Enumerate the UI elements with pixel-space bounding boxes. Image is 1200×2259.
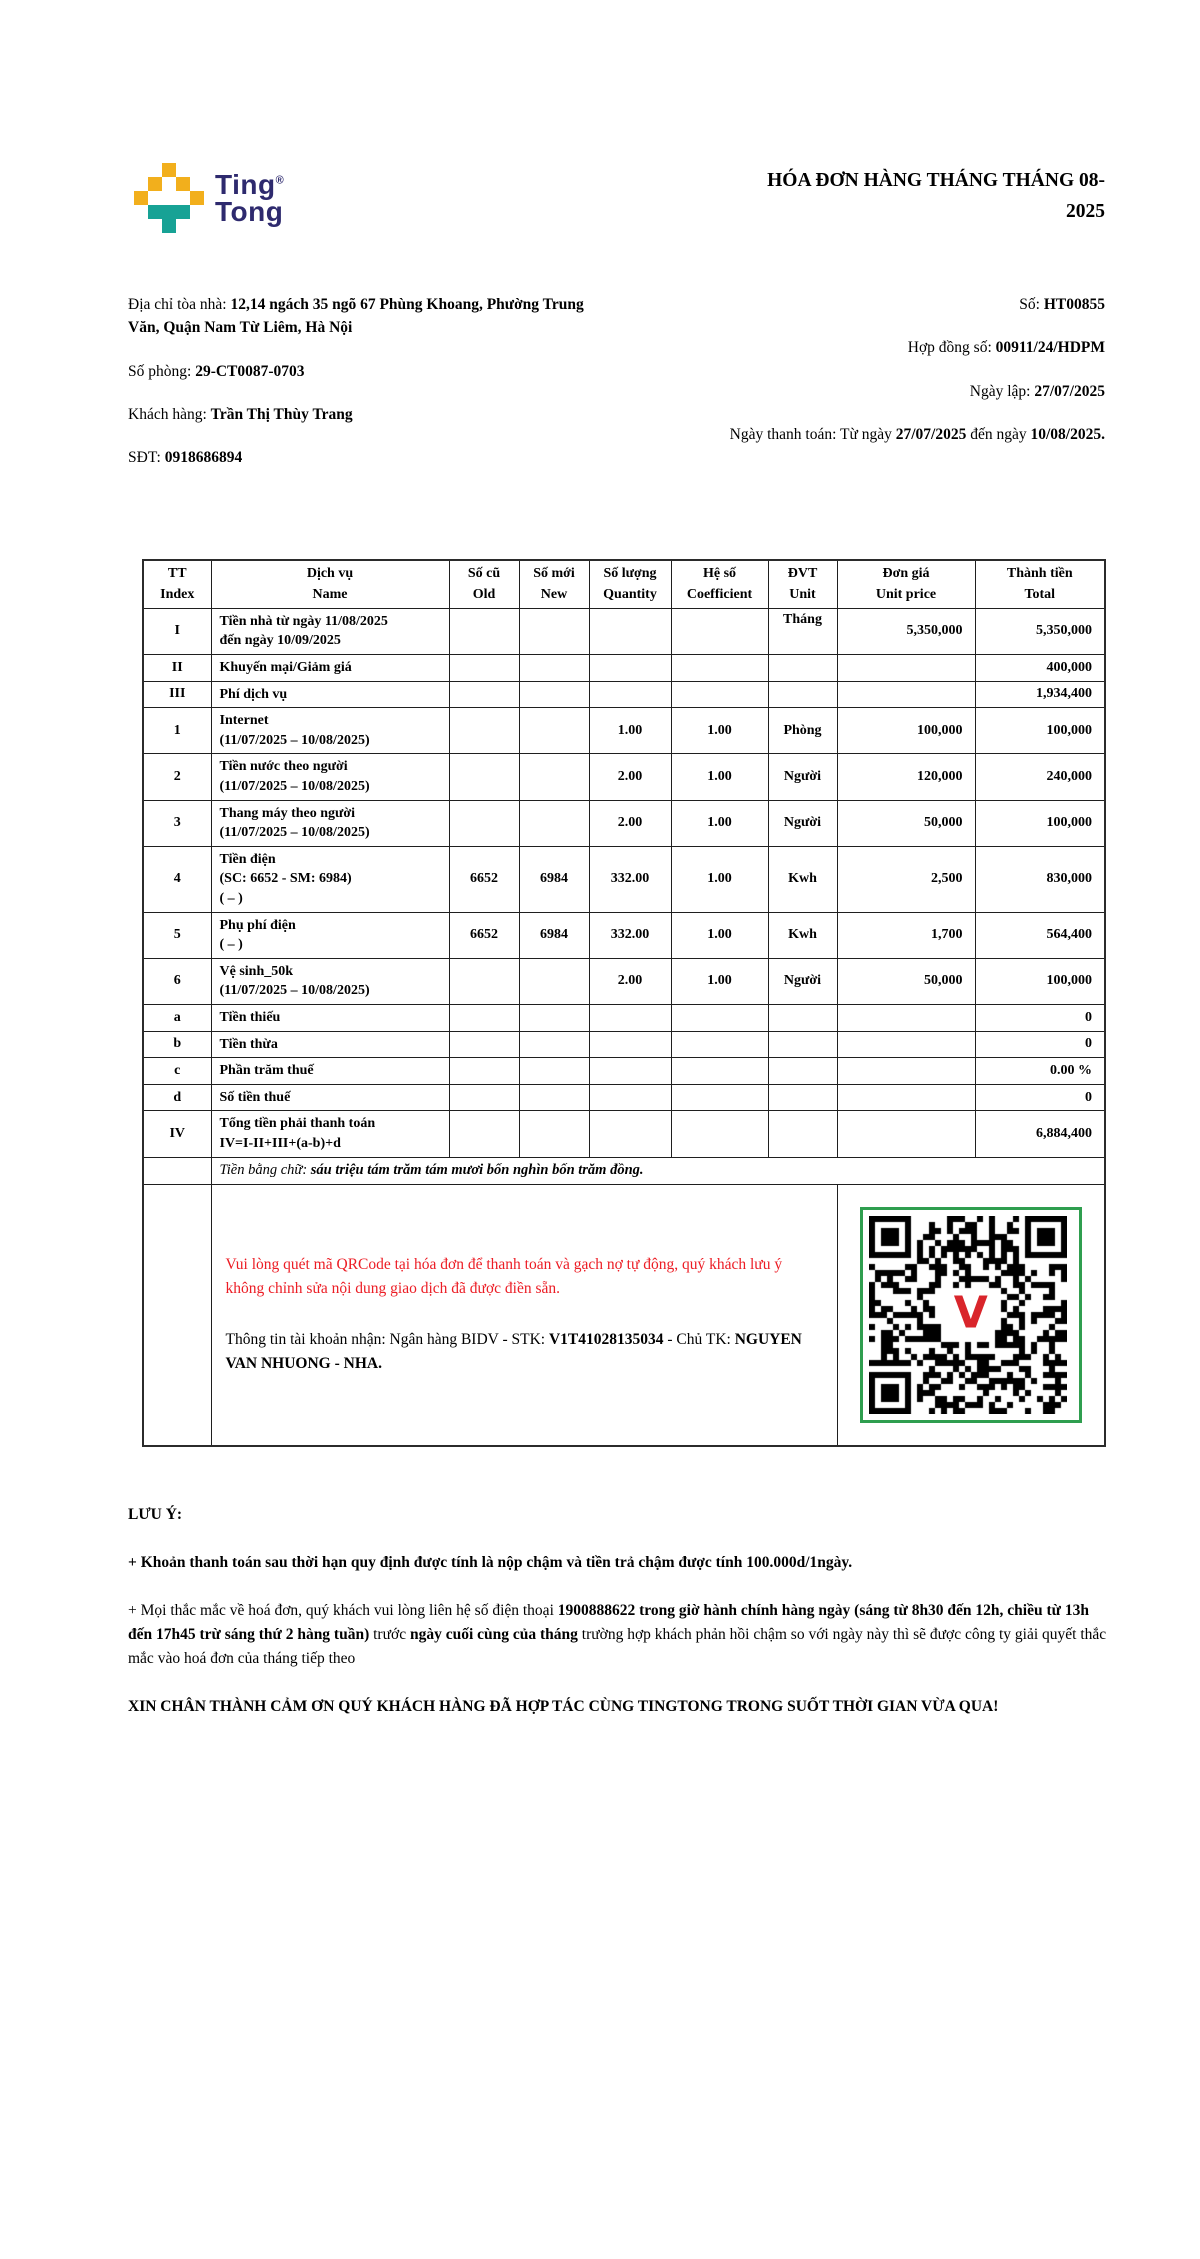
col-header-text: Old <box>472 586 496 602</box>
cell-new <box>519 708 589 754</box>
cell-old <box>449 681 519 708</box>
service-name-line: Khuyến mại/Giảm giá <box>219 660 352 676</box>
cell-index: 3 <box>143 800 211 846</box>
col-header-text: Thành tiền <box>1006 566 1073 582</box>
cell-new: 6984 <box>519 846 589 912</box>
qr-center-logo: V <box>953 1286 988 1338</box>
info-line <box>655 336 1105 359</box>
col-header-new <box>519 560 589 608</box>
logo-pixel-empty <box>162 177 176 191</box>
logo-pixel-empty <box>134 163 148 177</box>
text-segment: V1T41028135034 <box>548 1330 664 1348</box>
invoice-meta <box>655 293 1105 489</box>
cell-index: 2 <box>143 754 211 800</box>
service-name-line: đến ngày 10/09/2025 <box>219 633 341 649</box>
cell-old <box>449 708 519 754</box>
logo-pixel-empty <box>190 219 204 233</box>
cell-unit-price <box>837 1031 975 1058</box>
qr-code-frame <box>860 1207 1082 1423</box>
col-header-quantity <box>589 560 671 608</box>
table-row <box>143 1004 1105 1031</box>
cell-service-name <box>211 708 449 754</box>
col-header-total <box>975 560 1105 608</box>
cell-index: 4 <box>143 846 211 912</box>
cell-unit <box>768 1004 837 1031</box>
cell-unit <box>768 1111 837 1157</box>
cell-total: 0.00 % <box>975 1058 1105 1085</box>
text-segment: Hợp đồng số: <box>907 339 996 357</box>
qr-warning-text: Vui lòng quét mã QRCode tại hóa đơn để thanh toán và gạch nợ tự động, quý khách lưu ý không chỉnh sửa nội dung giao dịch đã được điền sẵn. <box>225 1256 783 1298</box>
cell-quantity: 2.00 <box>589 800 671 846</box>
service-name-line: Internet <box>219 713 269 729</box>
cell-unit-price <box>837 1111 975 1157</box>
text-segment: Ngày thanh toán: Từ ngày <box>729 425 896 443</box>
cell-service-name <box>211 1084 449 1111</box>
cell-unit-price <box>837 655 975 682</box>
text-segment: 27/07/2025 <box>1034 382 1105 400</box>
col-header-unit-price <box>837 560 975 608</box>
cell-old <box>449 608 519 654</box>
cell-coefficient: 1.00 <box>671 800 768 846</box>
service-name-line: Phí dịch vụ <box>219 686 288 702</box>
logo-pixel-empty <box>148 163 162 177</box>
text-segment: 10/08/2025. <box>1030 425 1105 443</box>
text-segment: 0918686894 <box>164 449 243 466</box>
service-name-line: (SC: 6652 - SM: 6984) <box>219 871 352 887</box>
logo-pixel-empty <box>162 191 176 205</box>
amount-in-words-text: sáu triệu tám trăm tám mươi bốn nghìn bốn trăm đồng. <box>310 1161 644 1178</box>
text-segment: ngày cuối cùng của tháng <box>409 1625 578 1643</box>
note-contact <box>128 1599 1110 1671</box>
service-name-line: (11/07/2025 – 10/08/2025) <box>219 732 370 748</box>
cell-new <box>519 655 589 682</box>
cell-index: 5 <box>143 912 211 958</box>
cell-old: 6652 <box>449 846 519 912</box>
col-header-text: Số lượng <box>603 566 657 582</box>
registered-mark: ® <box>275 174 285 187</box>
text-segment: trường hợp khách phản hồi chậm so với ngày này thì sẽ được công ty giải quyết thắc mắc vào hoá đơn của tháng tiếp theo <box>128 1625 1107 1667</box>
cell-coefficient: 1.00 <box>671 754 768 800</box>
qr-payment-row <box>143 1184 1105 1446</box>
cell-index <box>143 1184 211 1446</box>
cell-unit-price: 5,350,000 <box>837 608 975 654</box>
cell-old <box>449 655 519 682</box>
table-row <box>143 754 1105 800</box>
cell-total: 240,000 <box>975 754 1105 800</box>
info-line <box>128 446 600 469</box>
text-segment: - Chủ TK: <box>663 1330 735 1348</box>
col-header-unit <box>768 560 837 608</box>
cell-quantity: 332.00 <box>589 912 671 958</box>
cell-unit <box>768 1084 837 1111</box>
cell-unit-price <box>837 1084 975 1111</box>
logo-pixel-empty <box>134 219 148 233</box>
building-info <box>128 293 600 489</box>
service-name-line: Thang máy theo người <box>219 805 356 821</box>
invoice-info <box>128 293 1105 489</box>
payment-instructions <box>211 1184 837 1446</box>
col-header-coefficient <box>671 560 768 608</box>
text-segment: Ngày lập: <box>969 382 1035 400</box>
cell-quantity <box>589 1058 671 1085</box>
text-segment: 00911/24/HDPM <box>995 339 1105 357</box>
table-row <box>143 655 1105 682</box>
cell-unit <box>768 1058 837 1085</box>
cell-unit: Người <box>768 958 837 1004</box>
cell-index: d <box>143 1084 211 1111</box>
cell-unit: Kwh <box>768 846 837 912</box>
col-header-text: New <box>540 586 568 602</box>
cell-old <box>449 1084 519 1111</box>
cell-new <box>519 1084 589 1111</box>
service-name-line: Tiền thừa <box>219 1036 278 1052</box>
cell-unit-price <box>837 1004 975 1031</box>
cell-index <box>143 1157 211 1184</box>
cell-old <box>449 958 519 1004</box>
cell-new <box>519 1031 589 1058</box>
cell-index: 1 <box>143 708 211 754</box>
logo-pixel-empty <box>176 163 190 177</box>
logo-pixel-teal <box>162 219 176 233</box>
cell-index: c <box>143 1058 211 1085</box>
invoice-header <box>128 163 1105 233</box>
cell-new <box>519 1111 589 1157</box>
logo-pixel-empty <box>148 191 162 205</box>
bank-account-info <box>226 1328 823 1376</box>
cell-unit: Phòng <box>768 708 837 754</box>
logo-pixel-empty <box>190 177 204 191</box>
cell-new <box>519 800 589 846</box>
cell-service-name <box>211 1058 449 1085</box>
text-segment: đến ngày <box>966 425 1031 443</box>
service-name-line: Phụ phí điện <box>219 917 296 933</box>
cell-total: 5,350,000 <box>975 608 1105 654</box>
cell-coefficient <box>671 655 768 682</box>
logo-pixel-empty <box>190 205 204 219</box>
cell-service-name <box>211 681 449 708</box>
cell-index: 6 <box>143 958 211 1004</box>
cell-service-name <box>211 655 449 682</box>
table-row <box>143 1031 1105 1058</box>
col-header-text: Unit price <box>875 586 937 602</box>
col-header-text: Coefficient <box>686 586 753 602</box>
service-name-line: Tổng tiền phải thanh toán <box>219 1116 376 1132</box>
cell-new <box>519 1058 589 1085</box>
table-row <box>143 708 1105 754</box>
thanks-message: XIN CHÂN THÀNH CẢM ƠN QUÝ KHÁCH HÀNG ĐÃ HỢP TÁC CÙNG TINGTONG TRONG SUỐT THỜI GIAN VỪA QUA! <box>128 1697 999 1715</box>
text-segment: Khách hàng: <box>128 405 211 423</box>
footer-notes <box>128 1503 1110 1719</box>
info-line <box>655 293 1105 316</box>
cell-total: 100,000 <box>975 800 1105 846</box>
table-body <box>143 608 1105 1445</box>
invoice-title-line1: HÓA ĐƠN HÀNG THÁNG THÁNG 08- <box>767 170 1105 191</box>
text-segment: + Mọi thắc mắc về hoá đơn, quý khách vui lòng liên hệ số điện thoại <box>128 1601 558 1619</box>
tingtong-logo-text <box>215 168 285 227</box>
col-header-text: Name <box>312 586 348 602</box>
logo-pixel-empty <box>134 177 148 191</box>
service-name-line: (11/07/2025 – 10/08/2025) <box>219 779 370 794</box>
cell-quantity: 1.00 <box>589 708 671 754</box>
cell-total: 0 <box>975 1031 1105 1058</box>
col-header-text: Đơn giá <box>882 566 930 582</box>
cell-new <box>519 958 589 1004</box>
info-line <box>655 423 1105 446</box>
text-segment: Thông tin tài khoản nhận: Ngân hàng BIDV - STK: <box>225 1330 549 1348</box>
service-name-line: Tiền điện <box>219 851 276 867</box>
cell-quantity <box>589 681 671 708</box>
logo-pixel-yellow <box>176 177 190 191</box>
text-segment: 27/07/2025 <box>895 425 967 443</box>
cell-coefficient <box>671 681 768 708</box>
service-name-line: IV=I-II+III+(a-b)+d <box>219 1135 341 1151</box>
cell-old <box>449 1031 519 1058</box>
info-line <box>128 403 600 426</box>
logo-pixel-empty <box>190 163 204 177</box>
service-name-line: Tiền thiếu <box>219 1009 281 1025</box>
service-name-line: Phần trăm thuế <box>219 1063 314 1079</box>
cell-unit <box>768 1031 837 1058</box>
cell-total: 100,000 <box>975 958 1105 1004</box>
amount-in-words-text: Tiền bằng chữ: <box>219 1161 311 1178</box>
table-row <box>143 1084 1105 1111</box>
logo-pixel-teal <box>162 205 176 219</box>
col-header-text: Số mới <box>533 566 575 582</box>
cell-unit: Kwh <box>768 912 837 958</box>
cell-unit-price: 50,000 <box>837 958 975 1004</box>
cell-index: III <box>143 681 211 708</box>
text-segment: + Khoản thanh toán sau thời hạn quy định được tính là nộp chậm và tiền trả chậm được tính 100.000d/1ngày. <box>128 1553 853 1571</box>
cell-service-name <box>211 912 449 958</box>
cell-service-name <box>211 800 449 846</box>
table-row <box>143 681 1105 708</box>
brand-line1: Ting <box>215 168 276 200</box>
tingtong-logo <box>134 163 284 233</box>
cell-service-name <box>211 1111 449 1157</box>
cell-service-name <box>211 608 449 654</box>
col-header-index <box>143 560 211 608</box>
cell-total: 400,000 <box>975 655 1105 682</box>
tingtong-logo-icon <box>134 163 204 233</box>
cell-index: b <box>143 1031 211 1058</box>
cell-coefficient: 1.00 <box>671 708 768 754</box>
text-segment: 12,14 ngách 35 ngõ 67 Phùng Khoang, Phường Trung Văn, Quận Nam Từ Liêm, Hà Nội <box>128 296 584 337</box>
cell-coefficient <box>671 1084 768 1111</box>
cell-coefficient <box>671 1031 768 1058</box>
cell-total: 0 <box>975 1004 1105 1031</box>
logo-pixel-empty <box>176 191 190 205</box>
service-name-line: ( – ) <box>219 890 243 906</box>
logo-pixel-empty <box>134 205 148 219</box>
cell-service-name <box>211 754 449 800</box>
cell-new <box>519 754 589 800</box>
cell-index: I <box>143 608 211 654</box>
logo-pixel-teal <box>176 205 190 219</box>
col-header-text: Quantity <box>603 586 657 602</box>
note-late-payment <box>128 1551 1110 1575</box>
table-header <box>143 560 1105 608</box>
cell-index: IV <box>143 1111 211 1157</box>
cell-old <box>449 1004 519 1031</box>
cell-quantity: 2.00 <box>589 958 671 1004</box>
cell-quantity: 2.00 <box>589 754 671 800</box>
cell-index: II <box>143 655 211 682</box>
invoice-title <box>767 165 1105 227</box>
amount-in-words <box>211 1157 1105 1184</box>
logo-pixel-yellow <box>162 163 176 177</box>
logo-pixel-yellow <box>190 191 204 205</box>
service-name-line: Số tiền thuế <box>219 1089 291 1105</box>
cell-total: 0 <box>975 1084 1105 1111</box>
cell-unit-price: 100,000 <box>837 708 975 754</box>
col-header-text: Total <box>1024 586 1056 602</box>
logo-pixel-empty <box>148 219 162 233</box>
cell-new <box>519 608 589 654</box>
invoice-table <box>142 559 1106 1446</box>
service-name-line: Tiền nhà từ ngày 11/08/2025 <box>219 613 388 629</box>
brand-line2: Tong <box>215 196 284 227</box>
cell-unit-price: 120,000 <box>837 754 975 800</box>
logo-pixel-yellow <box>134 191 148 205</box>
col-header-text: TT <box>167 566 187 582</box>
invoice-title-line2: 2025 <box>1066 201 1105 223</box>
cell-old <box>449 800 519 846</box>
cell-total: 1,934,400 <box>975 681 1105 708</box>
cell-unit-price: 1,700 <box>837 912 975 958</box>
logo-pixel-teal <box>148 205 162 219</box>
notes-heading: LƯU Ý: <box>128 1505 183 1523</box>
service-name-line: (11/07/2025 – 10/08/2025) <box>219 983 370 999</box>
table-row <box>143 846 1105 912</box>
table-row <box>143 958 1105 1004</box>
cell-coefficient: 1.00 <box>671 912 768 958</box>
table-header-row <box>143 560 1105 608</box>
cell-index: a <box>143 1004 211 1031</box>
cell-old <box>449 1111 519 1157</box>
text-segment: 29-CT0087-0703 <box>195 362 305 380</box>
text-segment: HT00855 <box>1043 296 1105 313</box>
info-line <box>128 360 600 383</box>
text-segment: Trần Thị Thùy Trang <box>210 405 353 423</box>
text-segment: NGUYEN VAN NHUONG - NHA. <box>225 1330 802 1372</box>
cell-unit <box>768 681 837 708</box>
cell-unit: Tháng <box>768 608 837 654</box>
service-name-line: (11/07/2025 – 10/08/2025) <box>219 825 370 841</box>
qr-code-cell <box>837 1184 1105 1446</box>
cell-coefficient <box>671 1004 768 1031</box>
col-header-name <box>211 560 449 608</box>
text-segment: trước <box>369 1625 410 1643</box>
cell-service-name <box>211 846 449 912</box>
col-header-text: Dịch vụ <box>306 566 354 582</box>
cell-quantity <box>589 608 671 654</box>
cell-service-name <box>211 1031 449 1058</box>
cell-coefficient: 1.00 <box>671 846 768 912</box>
col-header-text: Số cũ <box>467 566 501 582</box>
table-row <box>143 912 1105 958</box>
logo-pixel-empty <box>176 219 190 233</box>
cell-unit-price: 2,500 <box>837 846 975 912</box>
cell-old <box>449 1058 519 1085</box>
cell-total: 6,884,400 <box>975 1111 1105 1157</box>
text-segment: SĐT: <box>128 449 165 466</box>
cell-old: 6652 <box>449 912 519 958</box>
text-segment: Địa chỉ tòa nhà: <box>128 296 231 313</box>
table-row <box>143 800 1105 846</box>
cell-coefficient <box>671 1058 768 1085</box>
logo-pixel-yellow <box>148 177 162 191</box>
cell-total: 100,000 <box>975 708 1105 754</box>
cell-unit-price <box>837 1058 975 1085</box>
table-row <box>143 1058 1105 1085</box>
service-name-line: ( – ) <box>219 937 243 953</box>
info-line <box>655 380 1105 403</box>
text-segment: Số phòng: <box>128 362 196 380</box>
cell-unit-price: 50,000 <box>837 800 975 846</box>
cell-total: 830,000 <box>975 846 1105 912</box>
service-name-line: Tiền nước theo người <box>219 759 348 775</box>
cell-quantity <box>589 1004 671 1031</box>
amount-in-words-row <box>143 1157 1105 1184</box>
cell-quantity <box>589 1031 671 1058</box>
col-header-text: Hệ số <box>702 566 737 582</box>
col-header-old <box>449 560 519 608</box>
cell-service-name <box>211 1004 449 1031</box>
service-name-line: Vệ sinh_50k <box>219 963 294 979</box>
cell-quantity: 332.00 <box>589 846 671 912</box>
cell-quantity <box>589 1111 671 1157</box>
table-row <box>143 1111 1105 1157</box>
cell-unit: Người <box>768 754 837 800</box>
table-row <box>143 608 1105 654</box>
col-header-text: ĐVT <box>787 566 818 582</box>
cell-unit: Người <box>768 800 837 846</box>
text-segment: 1900888622 trong giờ hành chính hàng ngày (sáng từ 8h30 đến 12h, chiều từ 13h đến 17h45 trừ sáng thứ 2 hàng tuần) <box>128 1601 1089 1643</box>
cell-coefficient <box>671 1111 768 1157</box>
cell-new <box>519 681 589 708</box>
cell-service-name <box>211 958 449 1004</box>
cell-new <box>519 1004 589 1031</box>
cell-unit <box>768 655 837 682</box>
cell-coefficient: 1.00 <box>671 958 768 1004</box>
cell-unit-price <box>837 681 975 708</box>
cell-total: 564,400 <box>975 912 1105 958</box>
text-segment: Số: <box>1019 296 1044 313</box>
info-line <box>128 293 600 340</box>
cell-new: 6984 <box>519 912 589 958</box>
cell-quantity <box>589 655 671 682</box>
cell-quantity <box>589 1084 671 1111</box>
col-header-text: Unit <box>789 586 816 602</box>
cell-coefficient <box>671 608 768 654</box>
col-header-text: Index <box>160 586 195 602</box>
cell-old <box>449 754 519 800</box>
